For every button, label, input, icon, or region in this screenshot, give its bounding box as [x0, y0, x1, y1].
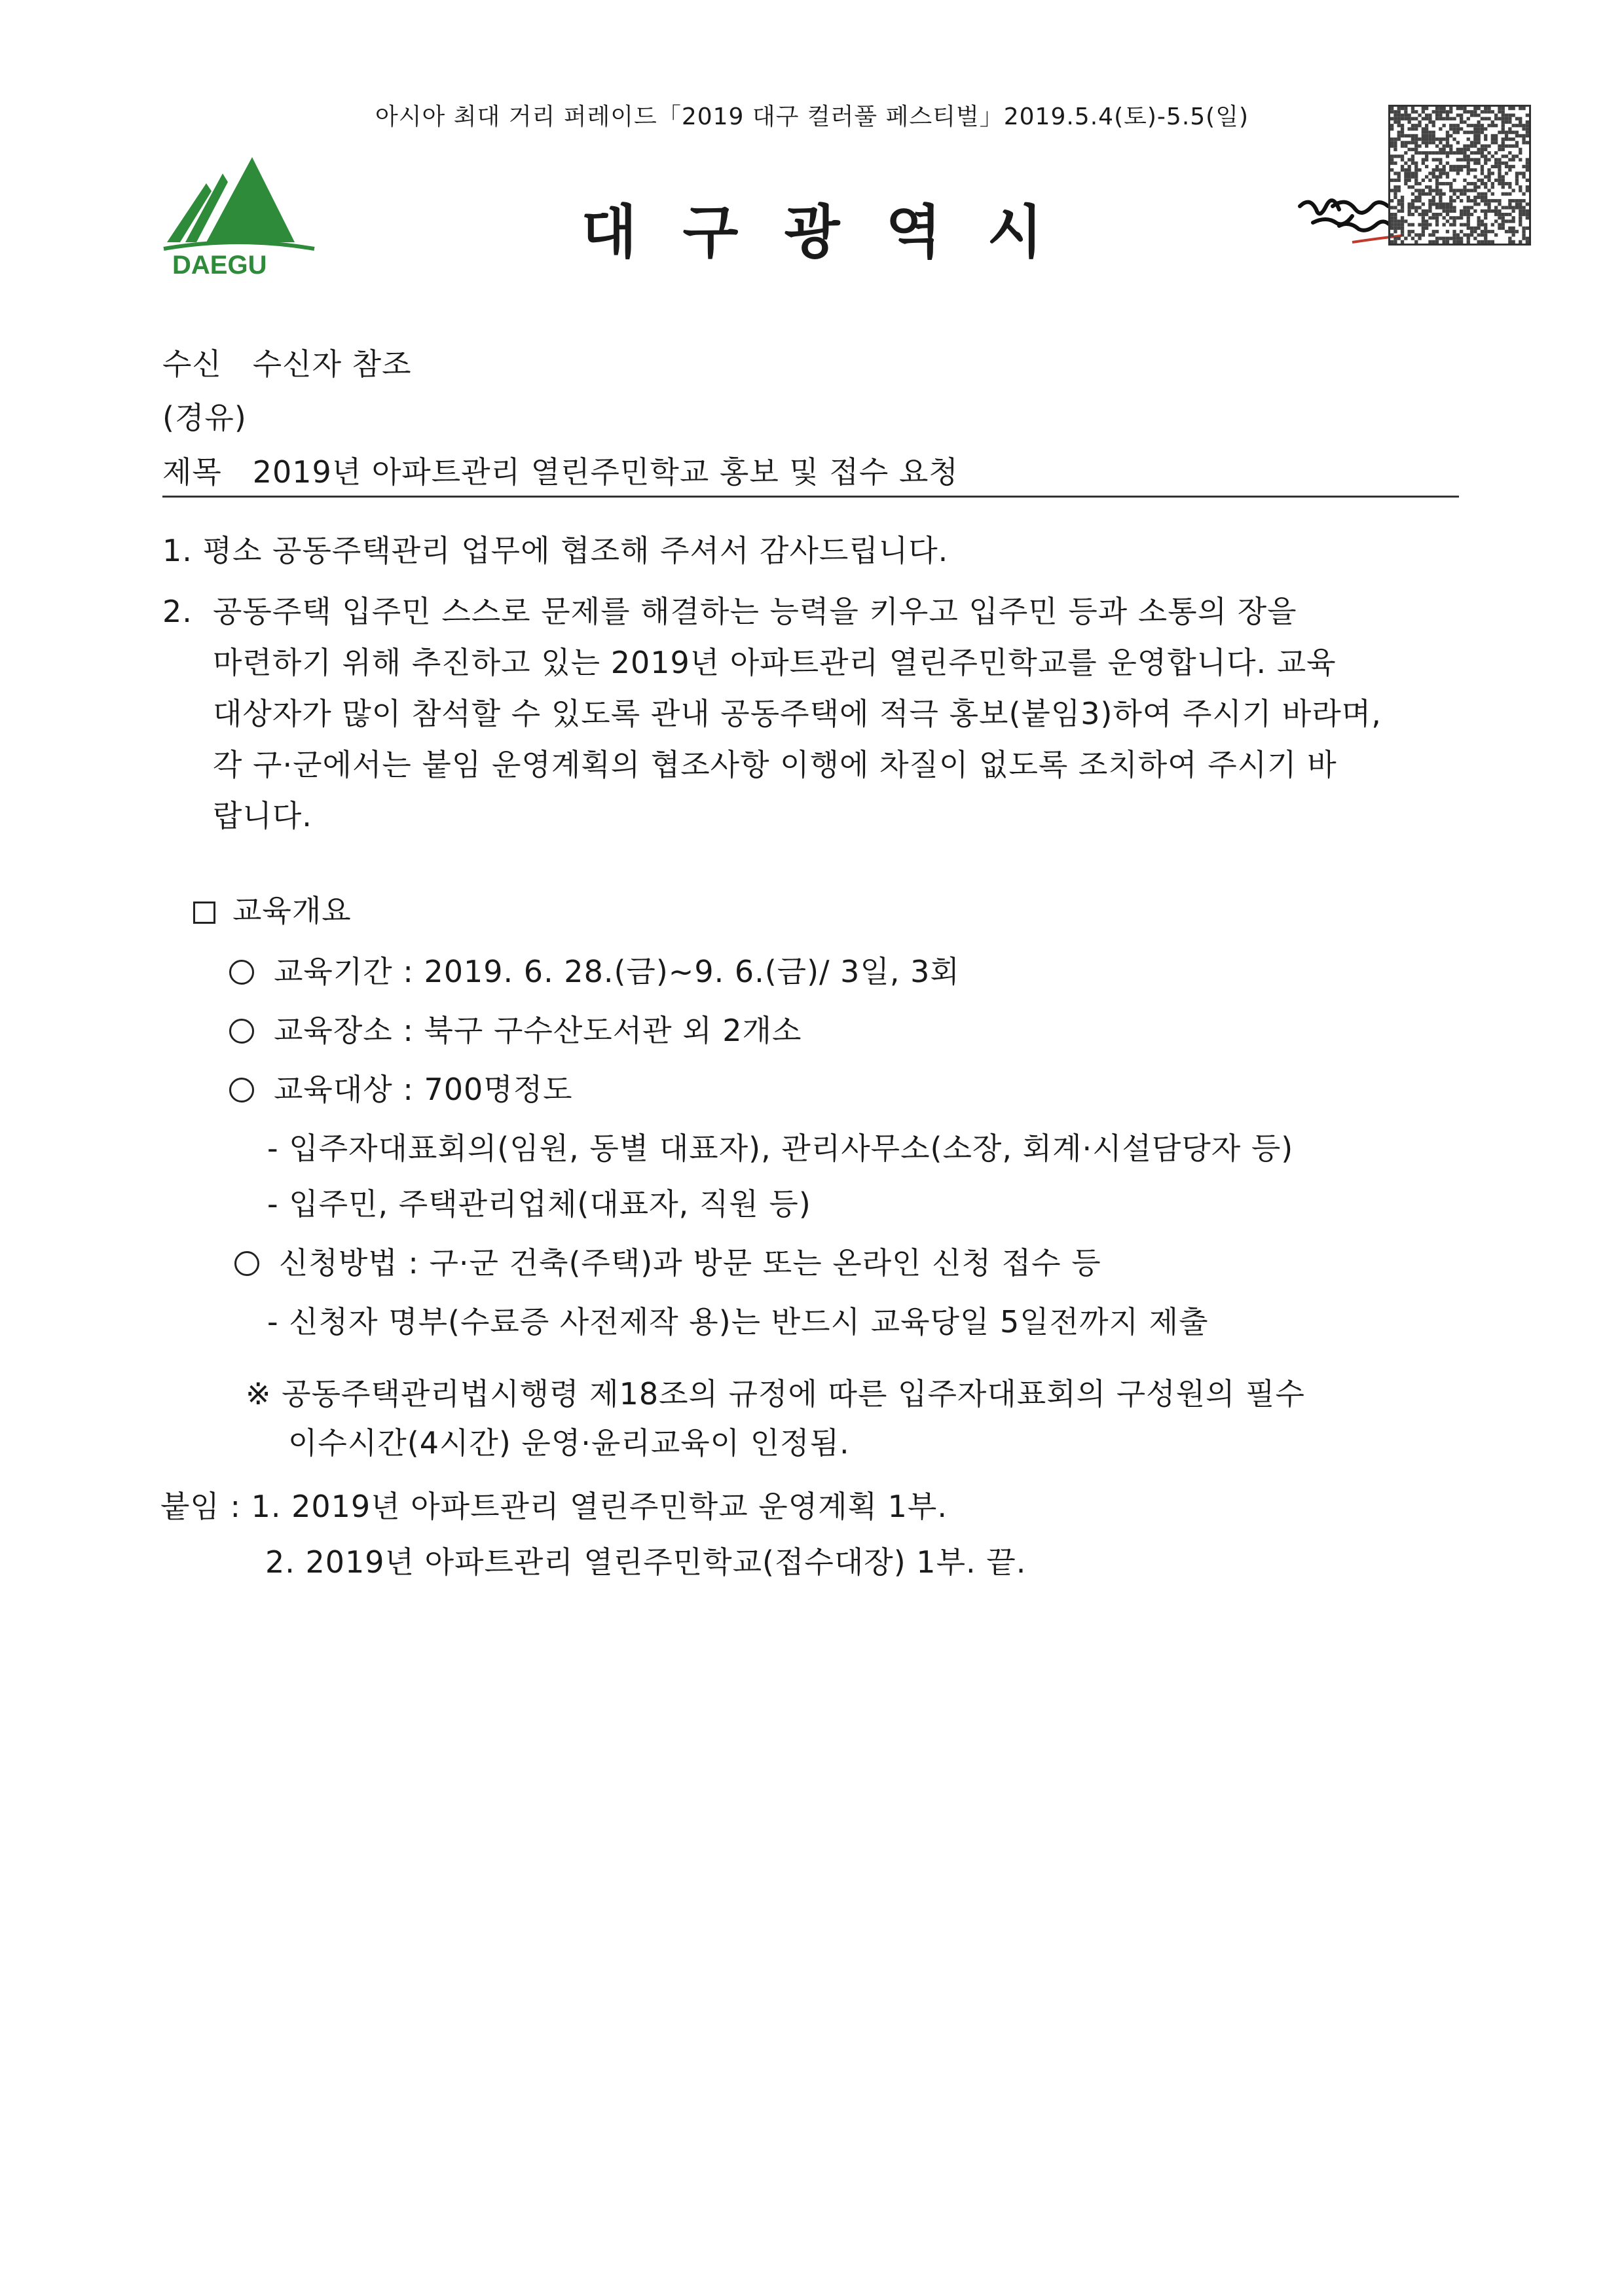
header-slogan: 아시아 최대 거리 퍼레이드「2019 대구 컬러풀 페스티벌」2019.5.4(토)-5.5(일)	[375, 103, 1249, 130]
overview-target-text: 교육대상 : 700명정도	[274, 1072, 573, 1107]
paragraph-2-line-2: 마련하기 위해 추진하고 있는 2019년 아파트관리 열린주민학교를 운영합니다. 교육	[213, 645, 1337, 680]
overview-period	[229, 948, 960, 991]
overview-target-sub-1: - 입주자대표회의(임원, 동별 대표자), 관리사무소(소장, 회계·시설담당자 등)	[267, 1131, 1294, 1166]
logo-text: DAEGU	[172, 251, 267, 278]
overview-note-line-2: 이수시간(4시간) 운영·윤리교육이 인정됨.	[288, 1425, 850, 1461]
overview-method-sub: - 신청자 명부(수료증 사전제작 용)는 반드시 교육당일 5일전까지 제출	[267, 1304, 1209, 1339]
header-divider	[162, 496, 1459, 498]
paragraph-2-line-4: 각 구·군에서는 붙임 운영계획의 협조사항 이행에 차질이 없도록 조치하여 주시기 바	[213, 747, 1337, 782]
circle-bullet-icon	[229, 1019, 254, 1044]
paragraph-2-line-5: 랍니다.	[213, 798, 312, 833]
overview-place-text: 교육장소 : 북구 구수산도서관 외 2개소	[274, 1013, 802, 1048]
overview-heading-text: 교육개요	[232, 893, 352, 928]
org-title: 대구광역시	[581, 198, 1089, 266]
overview-target	[229, 1066, 573, 1109]
subject-value: 2019년 아파트관리 열린주민학교 홍보 및 접수 요청	[252, 454, 959, 490]
overview-heading	[193, 887, 352, 930]
overview-place	[229, 1007, 802, 1050]
qr-code-icon	[1388, 105, 1531, 246]
overview-period-text: 교육기간 : 2019. 6. 28.(금)~9. 6.(금)/ 3일, 3회	[274, 954, 960, 989]
subject-line	[162, 448, 959, 492]
paragraph-2-number: 2.	[162, 594, 193, 629]
recipient-line	[162, 340, 412, 384]
subject-label: 제목	[162, 454, 222, 490]
circle-bullet-icon	[229, 960, 254, 985]
paragraph-1: 1. 평소 공동주택관리 업무에 협조해 주셔서 감사드립니다.	[162, 533, 949, 568]
attachment-line-1: 붙임 : 1. 2019년 아파트관리 열린주민학교 운영계획 1부.	[160, 1489, 948, 1524]
overview-target-sub-2: - 입주민, 주택관리업체(대표자, 직원 등)	[267, 1186, 811, 1222]
paragraph-2-line-1: 공동주택 입주민 스스로 문제를 해결하는 능력을 키우고 입주민 등과 소통의 장을	[213, 594, 1297, 629]
paragraph-2	[162, 586, 1462, 841]
overview-note-line-1: ※ 공동주택관리법시행령 제18조의 규정에 따른 입주자대표회의 구성원의 필수	[246, 1376, 1305, 1412]
attachment-line-2: 2. 2019년 아파트관리 열린주민학교(접수대장) 1부. 끝.	[265, 1544, 1027, 1580]
recipient-value: 수신자 참조	[252, 346, 412, 382]
recipient-label: 수신	[162, 346, 222, 382]
checkbox-square-icon	[193, 902, 215, 924]
overview-method-text: 신청방법 : 구·군 건축(주택)과 방문 또는 온라인 신청 접수 등	[279, 1245, 1101, 1281]
overview-method	[234, 1239, 1101, 1283]
circle-bullet-icon	[229, 1078, 254, 1102]
circle-bullet-icon	[234, 1251, 259, 1276]
paragraph-2-line-3: 대상자가 많이 참석할 수 있도록 관내 공동주택에 적극 홍보(붙임3)하여 주시기 바라며,	[213, 696, 1382, 731]
via-line: (경유)	[162, 400, 247, 435]
